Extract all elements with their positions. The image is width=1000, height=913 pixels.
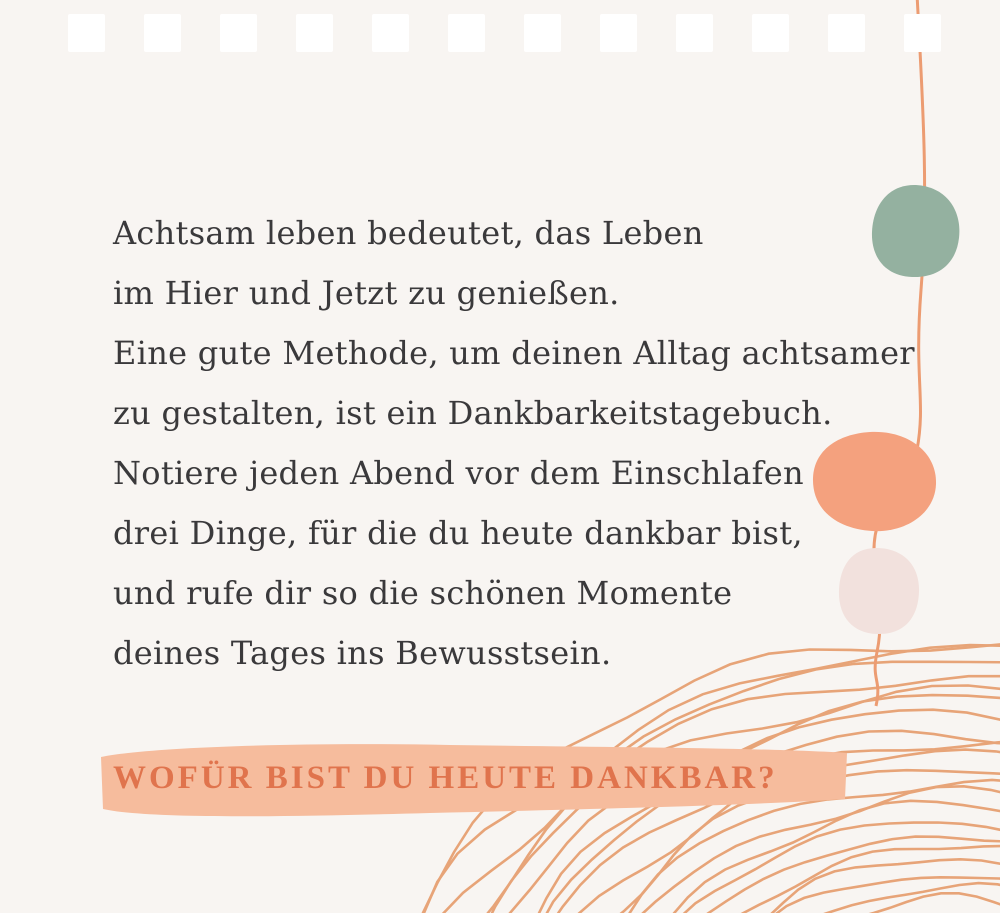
- body-text-line: Achtsam leben bedeutet, das Leben: [113, 214, 704, 252]
- perforation-strip: [68, 14, 941, 52]
- question-text: WOFÜR BIST DU HEUTE DANKBAR?: [113, 760, 778, 796]
- body-text-line: im Hier und Jetzt zu genießen.: [113, 274, 620, 312]
- body-text-line: deines Tages ins Bewusstsein.: [113, 634, 612, 672]
- body-text-line: drei Dinge, für die du heute dankbar bist,: [113, 514, 803, 552]
- perforation-square: [296, 14, 333, 52]
- perforation-square: [448, 14, 485, 52]
- body-text-line: zu gestalten, ist ein Dankbarkeitstagebuch.: [113, 394, 833, 432]
- perforation-square: [220, 14, 257, 52]
- contour-ring: [695, 893, 1000, 913]
- contour-ring: [635, 846, 1000, 913]
- perforation-square: [372, 14, 409, 52]
- body-paragraph: [113, 203, 913, 683]
- perforation-square: [676, 14, 713, 52]
- perforation-square: [600, 14, 637, 52]
- perforation-square: [828, 14, 865, 52]
- body-text-line: Eine gute Methode, um deinen Alltag achtsamer: [113, 334, 915, 372]
- perforation-square: [524, 14, 561, 52]
- perforation-square: [68, 14, 105, 52]
- body-text-line: und rufe dir so die schönen Momente: [113, 574, 733, 612]
- perforation-square: [144, 14, 181, 52]
- perforation-square: [904, 14, 941, 52]
- perforation-square: [752, 14, 789, 52]
- body-text-line: Notiere jeden Abend vor dem Einschlafen: [113, 454, 804, 492]
